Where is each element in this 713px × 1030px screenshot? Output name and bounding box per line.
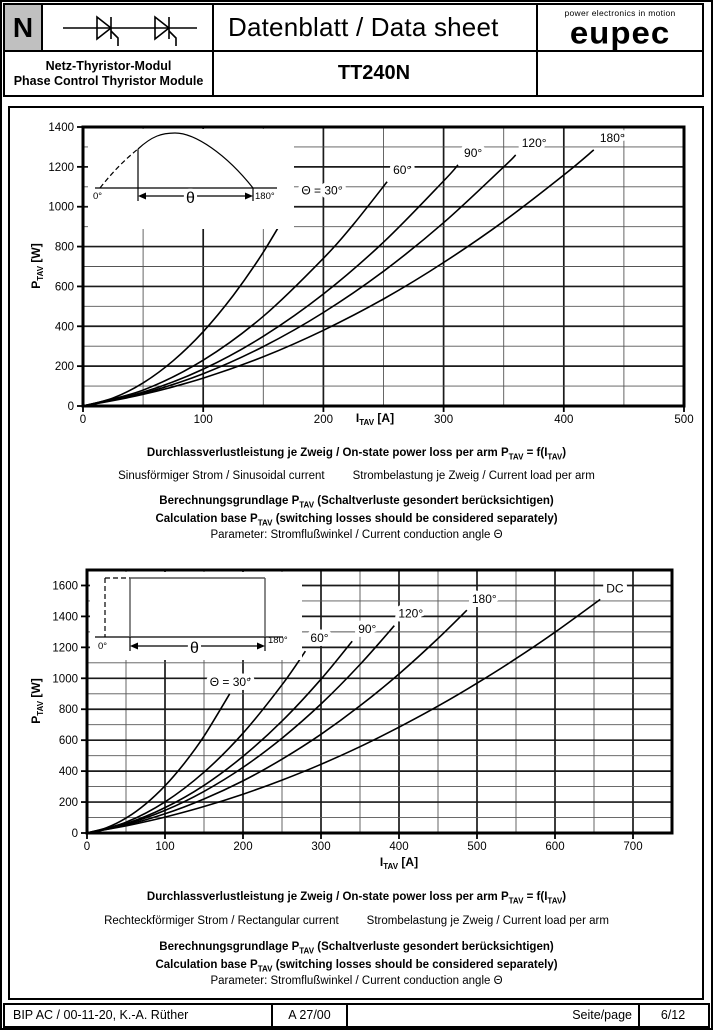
chart1-subtitle: [20, 470, 693, 482]
chart2-calculation-base: [20, 940, 693, 977]
svg-text:DC: DC: [606, 581, 624, 596]
type-letter-cell: [5, 5, 41, 50]
svg-text:500: 500: [467, 841, 487, 853]
inset-180-label: 180°: [268, 635, 288, 646]
svg-text:500: 500: [674, 414, 694, 426]
footer-revision: A 27/00: [288, 1008, 331, 1022]
svg-text:ITAV [A]: $I_{TAV}$ [A]: [379, 855, 419, 871]
svg-text:90°: 90°: [464, 145, 483, 160]
header-table: [3, 3, 704, 97]
brand-tagline: power electronics in motion: [564, 7, 676, 18]
chart1-title: Durchlassverlustleistung je Zweig / On-state power loss per arm $P_{TAV} = f(I_{TAV})$: [146, 447, 567, 462]
svg-text:Θ = 30°: Θ = 30°: [209, 674, 251, 689]
inset-zero-label: 0°: [93, 191, 103, 202]
svg-text:200: 200: [54, 361, 74, 374]
calc-base-de: Berechnungsgrundlage $P_{TAV}$ (Schaltverluste gesondert berücksichtigen): [159, 941, 554, 956]
svg-text:800: 800: [58, 704, 78, 717]
chart2-title: Durchlassverlustleistung je Zweig / On-state power loss per arm $P_{TAV} = f(I_{TAV})$: [146, 891, 567, 906]
svg-text:ITAV [A]: $I_{TAV}$ [A]: [355, 411, 395, 427]
chart2-parameter-note: Parameter: Stromflußwinkel / Current conduction angle Θ: [210, 975, 503, 987]
chart1-calculation-base: [20, 494, 693, 531]
svg-text:90°: 90°: [358, 622, 377, 637]
footer-divider: [346, 1005, 348, 1026]
svg-text:400: 400: [389, 841, 409, 853]
eupec-logo: eupec: [569, 14, 671, 50]
document-title: Datenblatt / Data sheet: [228, 12, 499, 42]
inset-180-label: 180°: [255, 191, 275, 202]
calc-base-en: Calculation base $P_{TAV}$ (switching losses should be considered separately): [155, 959, 558, 974]
svg-text:120°: 120°: [521, 135, 547, 150]
svg-text:600: 600: [545, 841, 565, 853]
svg-text:1000: 1000: [48, 201, 74, 214]
svg-text:0: 0: [71, 828, 78, 840]
svg-text:300: 300: [311, 841, 331, 853]
svg-text:1400: 1400: [52, 611, 78, 624]
svg-text:1200: 1200: [52, 642, 78, 655]
svg-text:60°: 60°: [393, 162, 412, 177]
calc-base-en: Calculation base $P_{TAV}$ (switching losses should be considered separately): [155, 513, 558, 528]
svg-text:200: 200: [313, 414, 333, 426]
footer-page-number: 6/12: [660, 1008, 686, 1022]
svg-text:100: 100: [193, 414, 213, 426]
svg-text:1000: 1000: [52, 673, 78, 686]
chart1-waveform-note: Sinusförmiger Strom / Sinusoidal current: [118, 470, 325, 482]
chart1-parameter-note: Parameter: Stromflußwinkel / Current conduction angle Θ: [210, 529, 503, 541]
svg-text:800: 800: [54, 241, 74, 254]
chart-sinusoidal-power-loss: [0, 108, 713, 443]
svg-text:400: 400: [58, 766, 78, 779]
calc-base-de: Berechnungsgrundlage $P_{TAV}$ (Schaltverluste gesondert berücksichtigen): [159, 495, 554, 510]
header-divider: [41, 5, 43, 50]
svg-text:PTAV [W]: $P_{TAV}$ [W]: [29, 243, 45, 289]
footer-table: [3, 1003, 710, 1028]
inset-theta-label: θ: [190, 640, 199, 657]
svg-text:Θ = 30°: Θ = 30°: [301, 183, 343, 198]
svg-text:600: 600: [54, 281, 74, 294]
svg-text:180°: 180°: [599, 130, 625, 145]
brand-logo: [538, 5, 702, 50]
inset-zero-label: 0°: [98, 641, 108, 652]
svg-text:1600: 1600: [52, 580, 78, 593]
svg-text:200: 200: [233, 841, 253, 853]
thyristor-symbols-icon: [45, 5, 212, 50]
svg-text:100: 100: [155, 841, 175, 853]
svg-text:300: 300: [434, 414, 454, 426]
type-letter: N: [12, 11, 34, 43]
svg-text:200: 200: [58, 797, 78, 810]
svg-text:0: 0: [67, 401, 74, 413]
svg-text:180°: 180°: [471, 592, 497, 607]
svg-text:700: 700: [623, 841, 643, 853]
svg-text:PTAV [W]: $P_{TAV}$ [W]: [29, 678, 45, 724]
chart2-load-note: Strombelastung je Zweig / Current load per arm: [366, 915, 609, 927]
svg-text:60°: 60°: [310, 631, 329, 646]
svg-text:400: 400: [554, 414, 574, 426]
inset-theta-label: θ: [186, 190, 195, 207]
product-family-de: Netz-Thyristor-Modul: [45, 58, 172, 73]
footer-page-label: Seite/page: [572, 1008, 632, 1022]
rectangular-waveform-inset: [90, 572, 302, 660]
product-family: [5, 52, 212, 95]
chart2-subtitle: [20, 915, 693, 927]
svg-text:400: 400: [54, 321, 74, 334]
chart-rectangular-power-loss: [0, 560, 713, 885]
svg-text:0: 0: [79, 414, 87, 426]
svg-text:600: 600: [58, 735, 78, 748]
product-family-en: Phase Control Thyristor Module: [13, 73, 204, 88]
svg-text:1200: 1200: [48, 161, 74, 174]
footer-author: BIP AC / 00-11-20, K.-A. Rüther: [13, 1008, 189, 1022]
svg-text:1400: 1400: [48, 122, 74, 134]
chart2-waveform-note: Rechteckförmiger Strom / Rectangular current: [104, 915, 339, 927]
chart1-load-note: Strombelastung je Zweig / Current load per arm: [352, 470, 595, 482]
svg-text:0: 0: [83, 841, 91, 853]
svg-text:120°: 120°: [398, 606, 424, 621]
sinusoidal-waveform-inset: [88, 129, 294, 229]
part-number: TT240N: [337, 62, 411, 84]
